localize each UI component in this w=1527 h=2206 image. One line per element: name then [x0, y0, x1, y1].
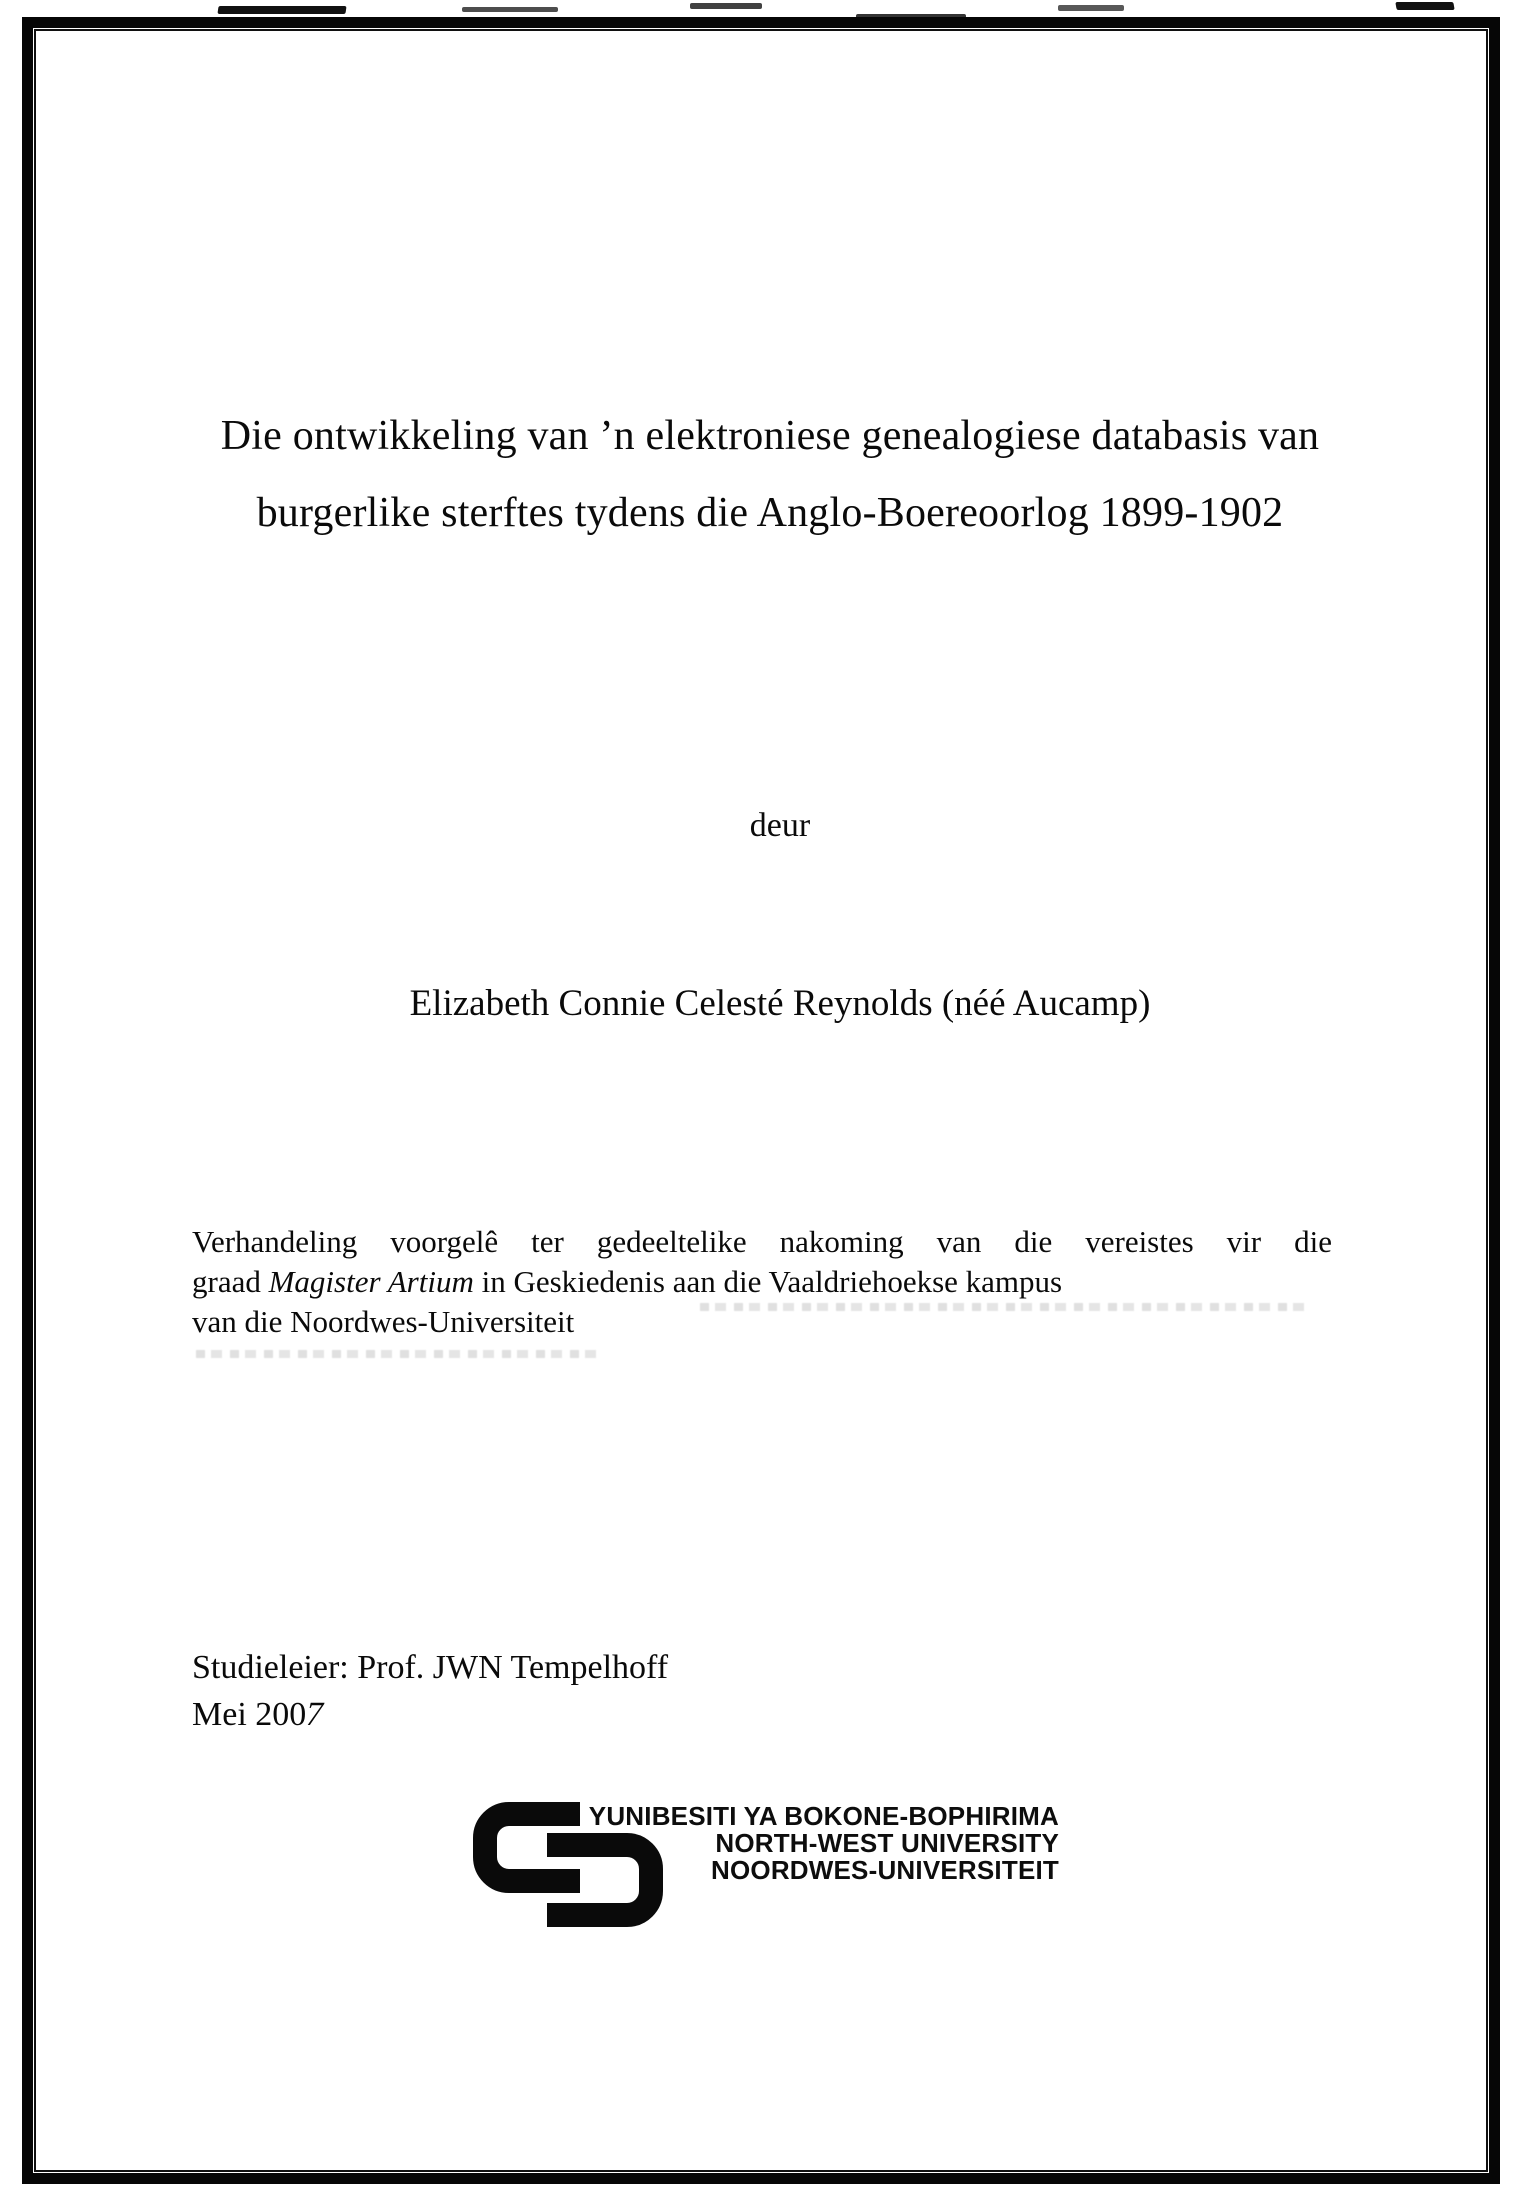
date-prefix: Mei 200 [192, 1696, 307, 1733]
university-name-afrikaans: NOORDWES-UNIVERSITEIT [711, 1855, 1059, 1885]
scan-artifact [217, 6, 346, 14]
university-name-english: NORTH-WEST UNIVERSITY [715, 1828, 1059, 1858]
scan-artifact [462, 7, 558, 12]
declaration-line2-pre: graad [192, 1264, 269, 1299]
university-wordmark [565, 1803, 1059, 1884]
date-line [192, 1691, 1092, 1738]
thesis-title [185, 398, 1355, 552]
thesis-title-line1: Die ontwikkeling van ’n elektroniese genealogiese databasis van [220, 413, 1320, 459]
declaration-line1: Verhandeling voorgelê ter gedeeltelike nakoming van die vereistes vir die [192, 1224, 1332, 1259]
degree-name-italic: Magister Artium [268, 1264, 474, 1299]
byline-label: deur [749, 807, 811, 844]
supervisor-line: Studieleier: Prof. JWN Tempelhoff [192, 1649, 669, 1686]
scan-artifact [1395, 2, 1454, 10]
supervisor-block [192, 1644, 1092, 1738]
scan-artifact [690, 3, 762, 9]
author-name: Elizabeth Connie Celesté Reynolds (néé Aucamp) [409, 983, 1151, 1024]
university-name-setswana: YUNIBESITI YA BOKONE-BOPHIRIMA [588, 1801, 1059, 1831]
bleed-through-smudge [700, 1303, 1308, 1311]
date-last-digit: 7 [302, 1696, 328, 1733]
declaration-line3: van die Noordwes-Universiteit [192, 1304, 575, 1339]
scan-artifact [1058, 5, 1124, 11]
declaration-line2 [192, 1262, 1332, 1302]
bleed-through-smudge [196, 1350, 602, 1358]
declaration-line2-post: in Geskiedenis aan die Vaaldriehoekse kampus [473, 1264, 1063, 1299]
thesis-title-line2: burgerlike sterftes tydens die Anglo-Boereoorlog 1899-1902 [256, 490, 1284, 536]
declaration-paragraph [192, 1222, 1332, 1342]
